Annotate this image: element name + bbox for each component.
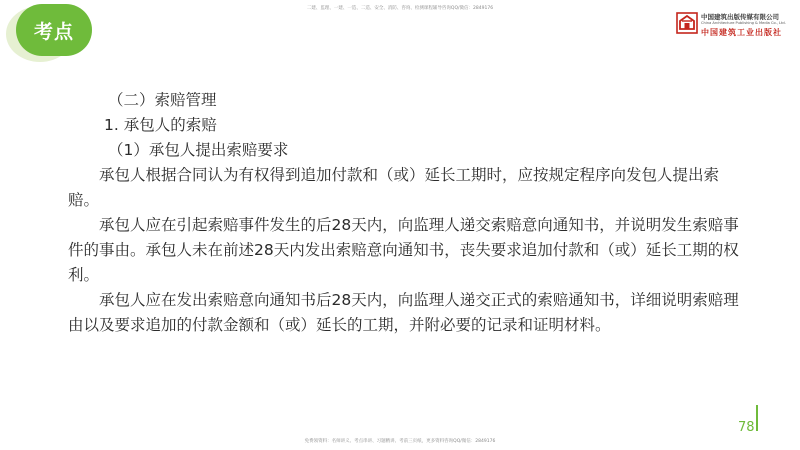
- topic-badge: 考点: [16, 4, 92, 56]
- paragraph: 承包人根据合同认为有权得到追加付款和（或）延长工期时，应按规定程序向发包人提出索赔。: [68, 166, 720, 209]
- section-heading: （二）索赔管理: [108, 91, 217, 109]
- subsection-heading: 1. 承包人的索赔: [104, 116, 217, 134]
- publisher-name-calligraphy: 中国建筑工业出版社: [701, 27, 782, 37]
- paragraph: 承包人应在发出索赔意向通知书后28天内，向监理人递交正式的索赔通知书，详细说明索赔理由以及要求追加的付款金额和（或）延长的工期，并附必要的记录和证明材料。: [68, 291, 739, 334]
- header-note: 二建、监理、一建、一造、二造、安全、消防、咨询、检测课程辅导咨询QQ/微信：2849176: [306, 6, 494, 11]
- publisher-name-en: China Architecture Publishing & Media Co., Ltd.: [701, 21, 786, 25]
- paragraph: 承包人应在引起索赔事件发生的后28天内，向监理人递交索赔意向通知书，并说明发生索赔事件的事由。承包人未在前述28天内发出索赔意向通知书，丧失要求追加付款和（或）延长工期的权利。: [68, 216, 739, 284]
- publisher-emblem-icon: [676, 12, 698, 34]
- item-heading: （1）承包人提出索赔要求: [108, 141, 289, 159]
- publisher-name-cn: 中国建筑出版传媒有限公司: [701, 13, 779, 21]
- footer-note: 免费领资料：名师讲义、考点串讲、习题精讲、考前三页纸，更多资料咨询QQ/微信：2849176: [304, 439, 496, 444]
- publisher-logo: [676, 10, 794, 40]
- page-number-divider: [756, 405, 758, 431]
- page-number: 78: [738, 420, 755, 435]
- lecture-content: [68, 88, 748, 338]
